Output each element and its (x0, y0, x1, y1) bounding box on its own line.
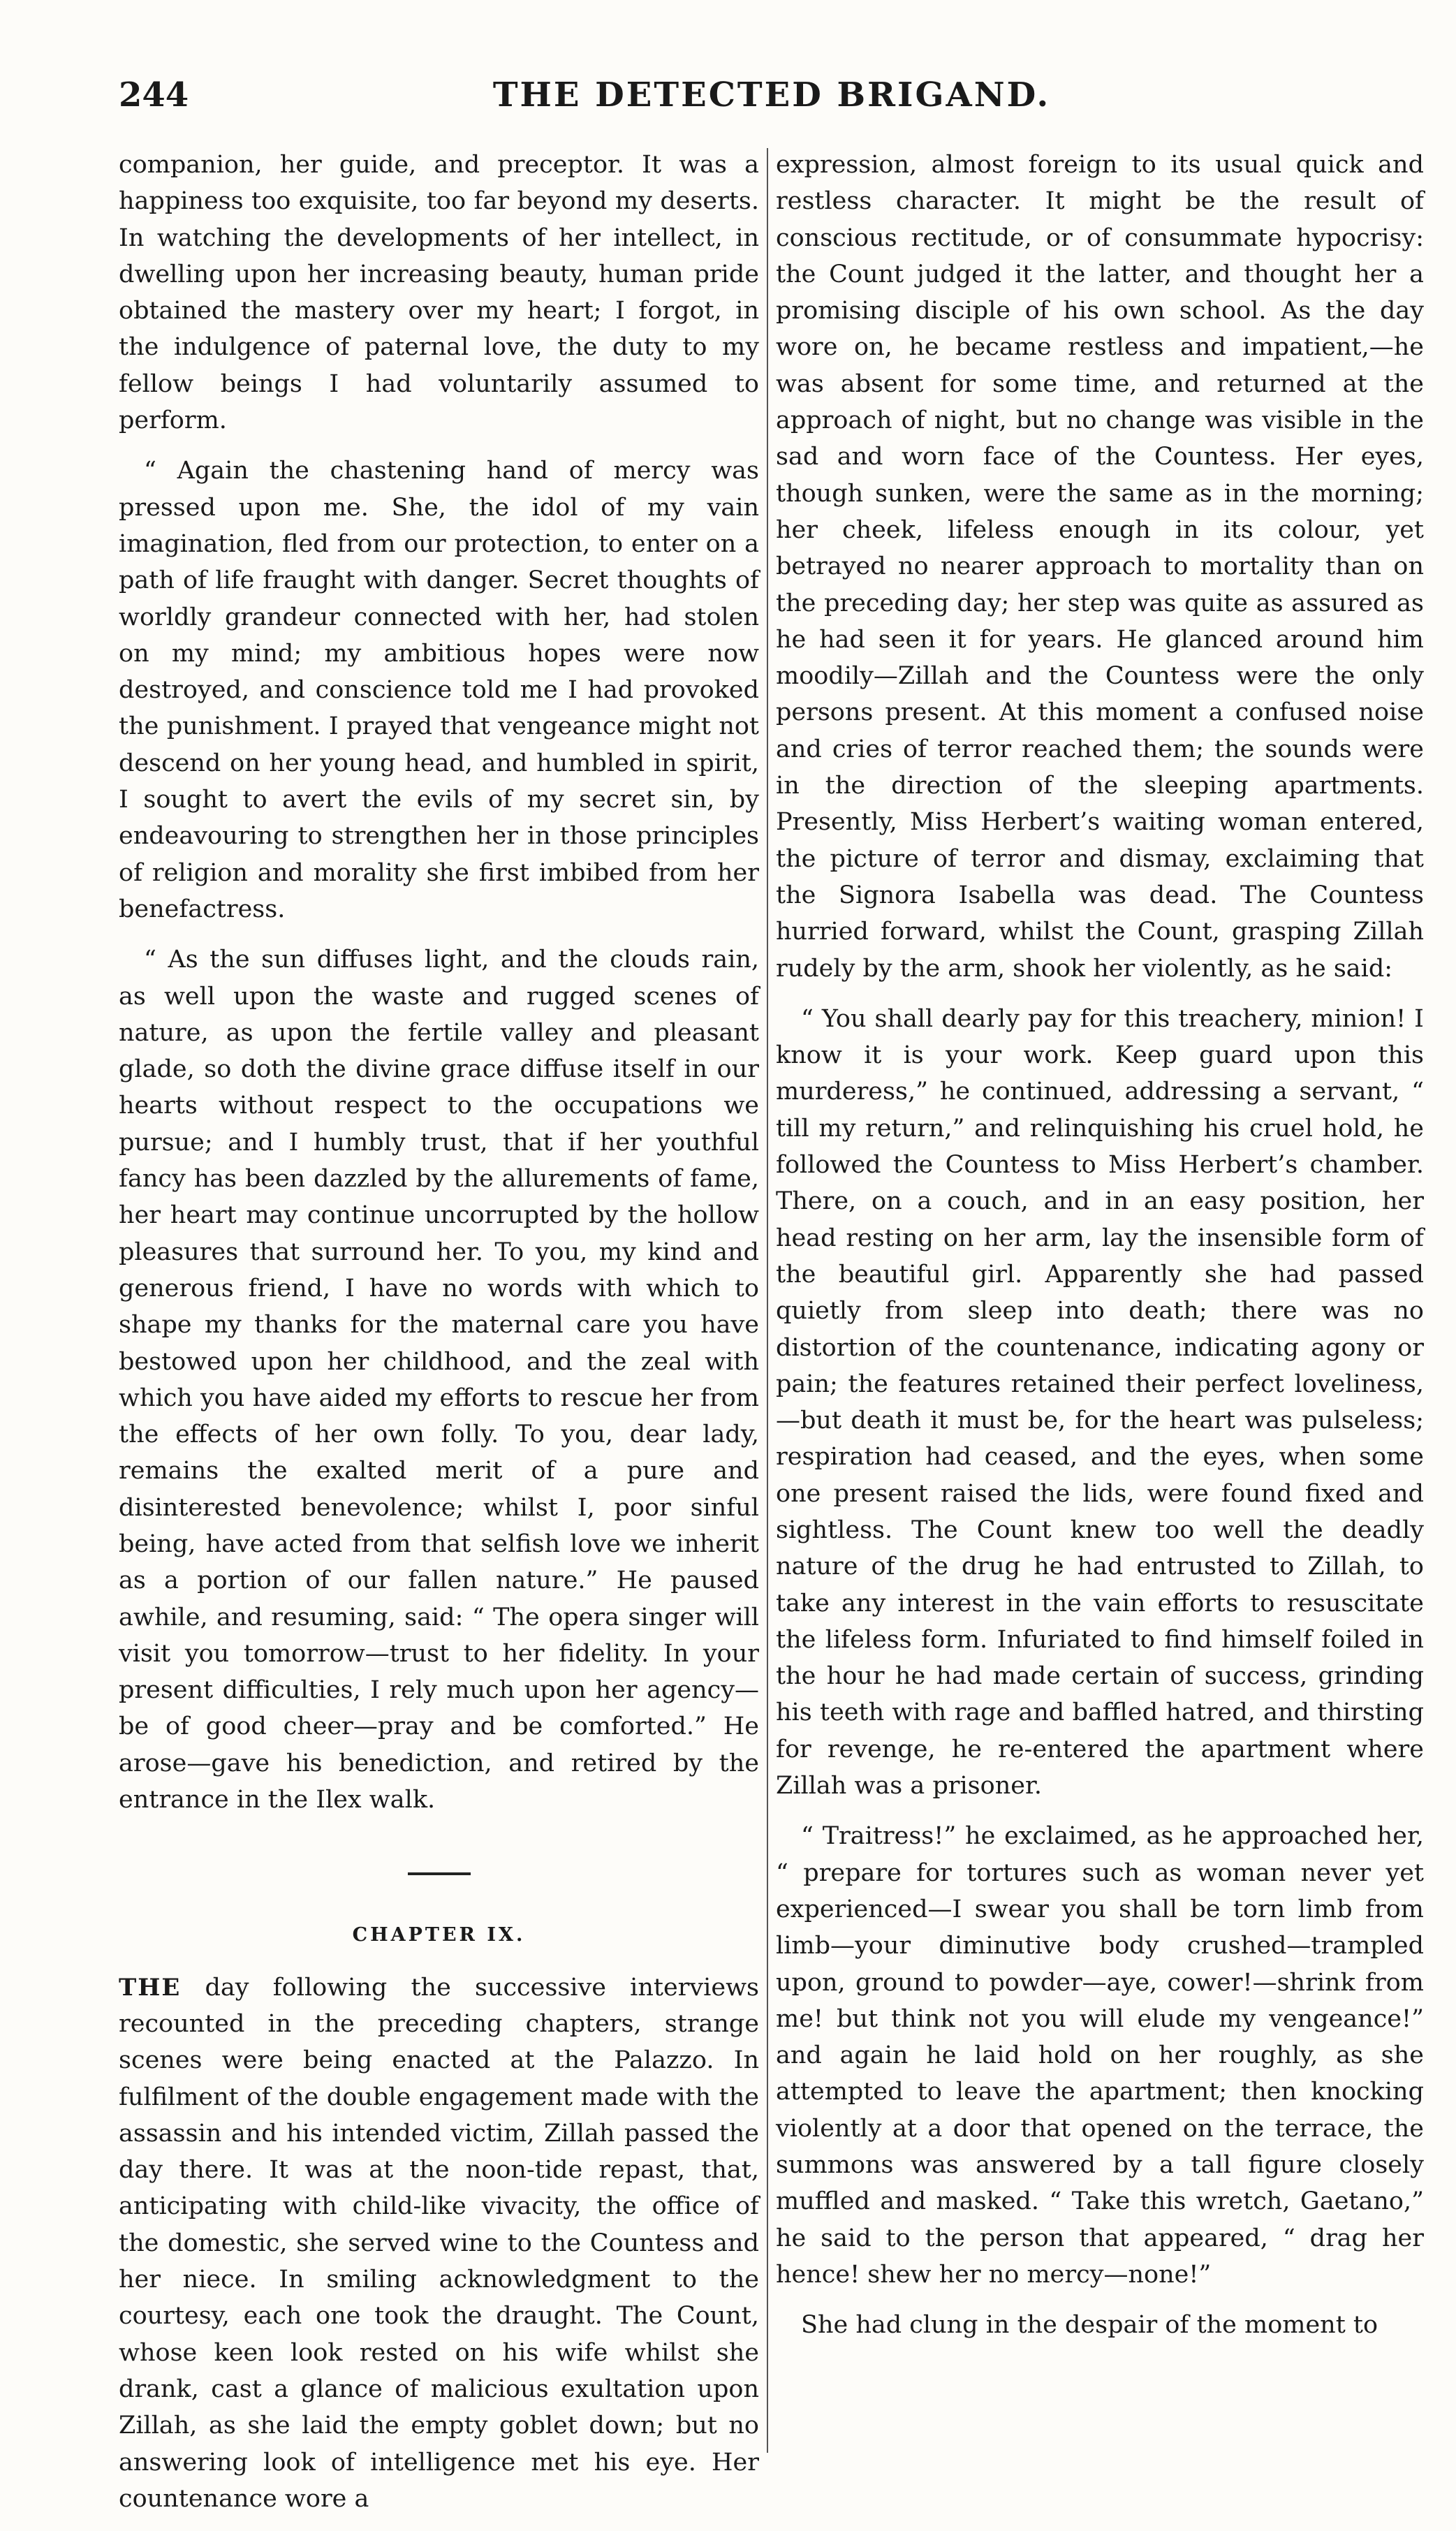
paragraph: She had clung in the despair of the moment to (801, 2311, 1378, 2340)
page-header (119, 75, 1425, 138)
left-column (119, 147, 759, 2531)
paragraph: expression, almost foreign to its usual quick and restless character. It might be the result of conscious rectitude, or of consummate hypocrisy: the Count judged it the latter, and thought her a promising disciple of his own school. As the day wore on, he became restless and impatient,—he was absent for some time, and returned at the approach of night, but no change was visible in the sad and worn face of the Countess. Her eyes, though sunken, were the same as in the morning; her cheek, lifeless enough in its colour, yet betrayed no nearer approach to mortality than on the preceding day; her step was quite as assured as he had seen it for years. He glanced around him moodily—Zillah and the Countess were the only persons present. At this moment a confused noise and cries of terror reached them; the sounds were in the direction of the sleeping apartments. Presently, Miss Herbert’s waiting woman entered, the picture of terror and dismay, exclaiming that the Signora Isabella was dead. The Countess hurried forward, whilst the Count, grasping Zillah rudely by the arm, shook her violently, as he said: (776, 151, 1424, 983)
chapter-opening-word: THE (119, 1973, 182, 2002)
paragraph: “ Again the chastening hand of mercy was pressed upon me. She, the idol of my vain imagination, fled from our protection, to enter on a path of life fraught with danger. Secret thoughts of worldly grandeur connected with her, had stolen on my mind; my ambitious hopes were now destroyed, and conscience told me I had provoked the punishment. I prayed that vengeance might not descend on her young head, and humbled in spirit, I sought to avert the evils of my secret sin, by endeavouring to strengthen her in those principles of religion and morality she first imbibed from her benefactress. (119, 457, 759, 923)
paragraph: “ You shall dearly pay for this treachery, minion! I know it is your work. Keep guard upon this murderess,” he continued, addressing a servant, “ till my return,” and relinquishing his cruel hold, he followed the Countess to Miss Herbert’s chamber. There, on a couch, and in an easy position, her head resting on her arm, lay the insensible form of the beautiful girl. Apparently she had passed quietly from sleep into death; there was no distortion of the countenance, indicating agony or pain; the features retained their perfect loveliness,—but death it must be, for the heart was pulseless; respiration had ceased, and the eyes, when some one present raised the lids, were found fixed and sightless. The Count knew too well the deadly nature of the drug he had entrusted to Zillah, to take any interest in the vain efforts to resuscitate the lifeless form. Infuriated to find himself foiled in the hour he had made certain of success, grinding his teeth with rage and baffled hatred, and thirsting for revenge, he re-entered the apartment where Zillah was a prisoner. (776, 1004, 1424, 1800)
page-number: 244 (119, 75, 189, 115)
paragraph: “ Traitress!” he exclaimed, as he approached her, “ prepare for tortures such as woman never yet experienced—I swear you shall be torn limb from limb—your diminutive body crushed—trampled upon, ground to powder—aye, cower!—shrink from me! but think not you will elude my vengeance!” and again he laid hold on her roughly, as she attempted to leave the apartment; then knocking violently at a door that opened on the terrace, the summons was answered by a tall figure closely muffled and masked. “ Take this wretch, Gaetano,” he said to the person that appeared, “ drag her hence! shew her no mercy—none!” (776, 1822, 1424, 2289)
column-divider (767, 148, 768, 2453)
paragraph: “ As the sun diffuses light, and the clouds rain, as well upon the waste and rugged scenes of nature, as upon the fertile valley and pleasant glade, so doth the divine grace diffuse itself in our hearts without respect to the occupations we pursue; and I humbly trust, that if her youthful fancy has been dazzled by the allurements of fame, her heart may continue uncorrupted by the hollow pleasures that surround her. To you, my kind and generous friend, I have no words with which to shape my thanks for the maternal care you have bestowed upon her childhood, and the zeal with which you have aided my efforts to rescue her from the effects of her own folly. To you, dear lady, remains the exalted merit of a pure and disinterested benevolence; whilst I, poor sinful being, have acted from that selfish love we inherit as a portion of our fallen nature.” He paused awhile, and resuming, said: “ The opera singer will visit you tomorrow—trust to her fidelity. In your present difficulties, I rely much upon her agency—be of good cheer—pray and be comforted.” He arose—gave his benediction, and retired by the entrance in the Ilex walk. (119, 946, 759, 1814)
running-title: THE DETECTED BRIGAND. (492, 75, 1051, 115)
right-column (776, 147, 1424, 2358)
paragraph-text: day following the successive interviews recounted in the preceding chapters, strange scenes were being enacted at the Palazzo. In fulfilment of the double engagement made with the assassin and his intended victim, Zillah passed the day there. It was at the noon-tide repast, that, anticipating with child-like vivacity, the office of the domestic, she served wine to the Countess and her niece. In smiling acknowledgment to the courtesy, each one took the draught. The Count, whose keen look rested on his wife whilst she drank, cast a glance of malicious exultation upon Zillah, as she laid the empty goblet down; but no answering look of intelligence met his eye. Her countenance wore a (119, 1973, 759, 2513)
section-rule (408, 1872, 471, 1875)
paragraph (119, 1969, 759, 2517)
chapter-heading: CHAPTER IX. (352, 1924, 526, 1946)
paragraph: companion, her guide, and preceptor. It was a happiness too exquisite, too far beyond my deserts. In watching the developments of her intellect, in dwelling upon her increasing beauty, human pride obtained the mastery over my heart; I forgot, in the indulgence of paternal love, the duty to my fellow beings I had voluntarily assumed to perform. (119, 151, 759, 435)
